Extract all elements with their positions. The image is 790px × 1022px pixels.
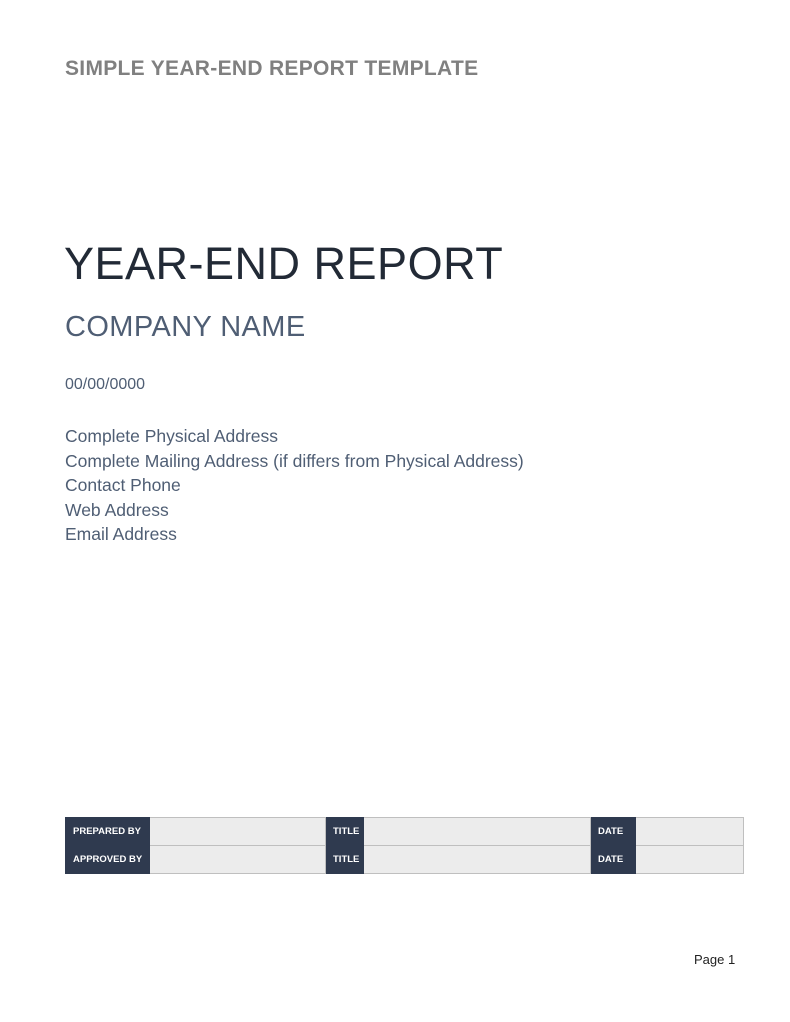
web-address: Web Address — [65, 499, 169, 520]
prepared-by-label: PREPARED BY — [66, 818, 150, 846]
report-title: YEAR-END REPORT — [64, 238, 504, 289]
report-date: 00/00/0000 — [65, 376, 146, 393]
approved-by-label: APPROVED BY — [66, 846, 150, 874]
approved-date-field[interactable] — [636, 846, 744, 874]
prepared-date-label: DATE — [591, 818, 636, 846]
prepared-title-field[interactable] — [364, 818, 591, 846]
mailing-address: Complete Mailing Address (if differs from Physical Address) — [65, 450, 524, 471]
approved-by-field[interactable] — [150, 846, 326, 874]
contact-phone: Contact Phone — [65, 475, 181, 495]
physical-address: Complete Physical Address — [65, 426, 279, 446]
table-row — [66, 846, 744, 874]
approved-title-label: TITLE — [326, 846, 364, 874]
page-number: Page 1 — [694, 952, 736, 967]
signoff-table — [65, 817, 744, 874]
prepared-by-field[interactable] — [150, 818, 326, 846]
table-row — [66, 818, 744, 846]
address-block — [65, 424, 524, 547]
company-name: COMPANY NAME — [65, 311, 306, 343]
prepared-title-label: TITLE — [326, 818, 364, 846]
approved-date-label: DATE — [591, 846, 636, 874]
template-label: SIMPLE YEAR-END REPORT TEMPLATE — [65, 57, 479, 80]
email-address: Email Address — [65, 524, 177, 544]
prepared-date-field[interactable] — [636, 818, 744, 846]
approved-title-field[interactable] — [364, 846, 591, 874]
